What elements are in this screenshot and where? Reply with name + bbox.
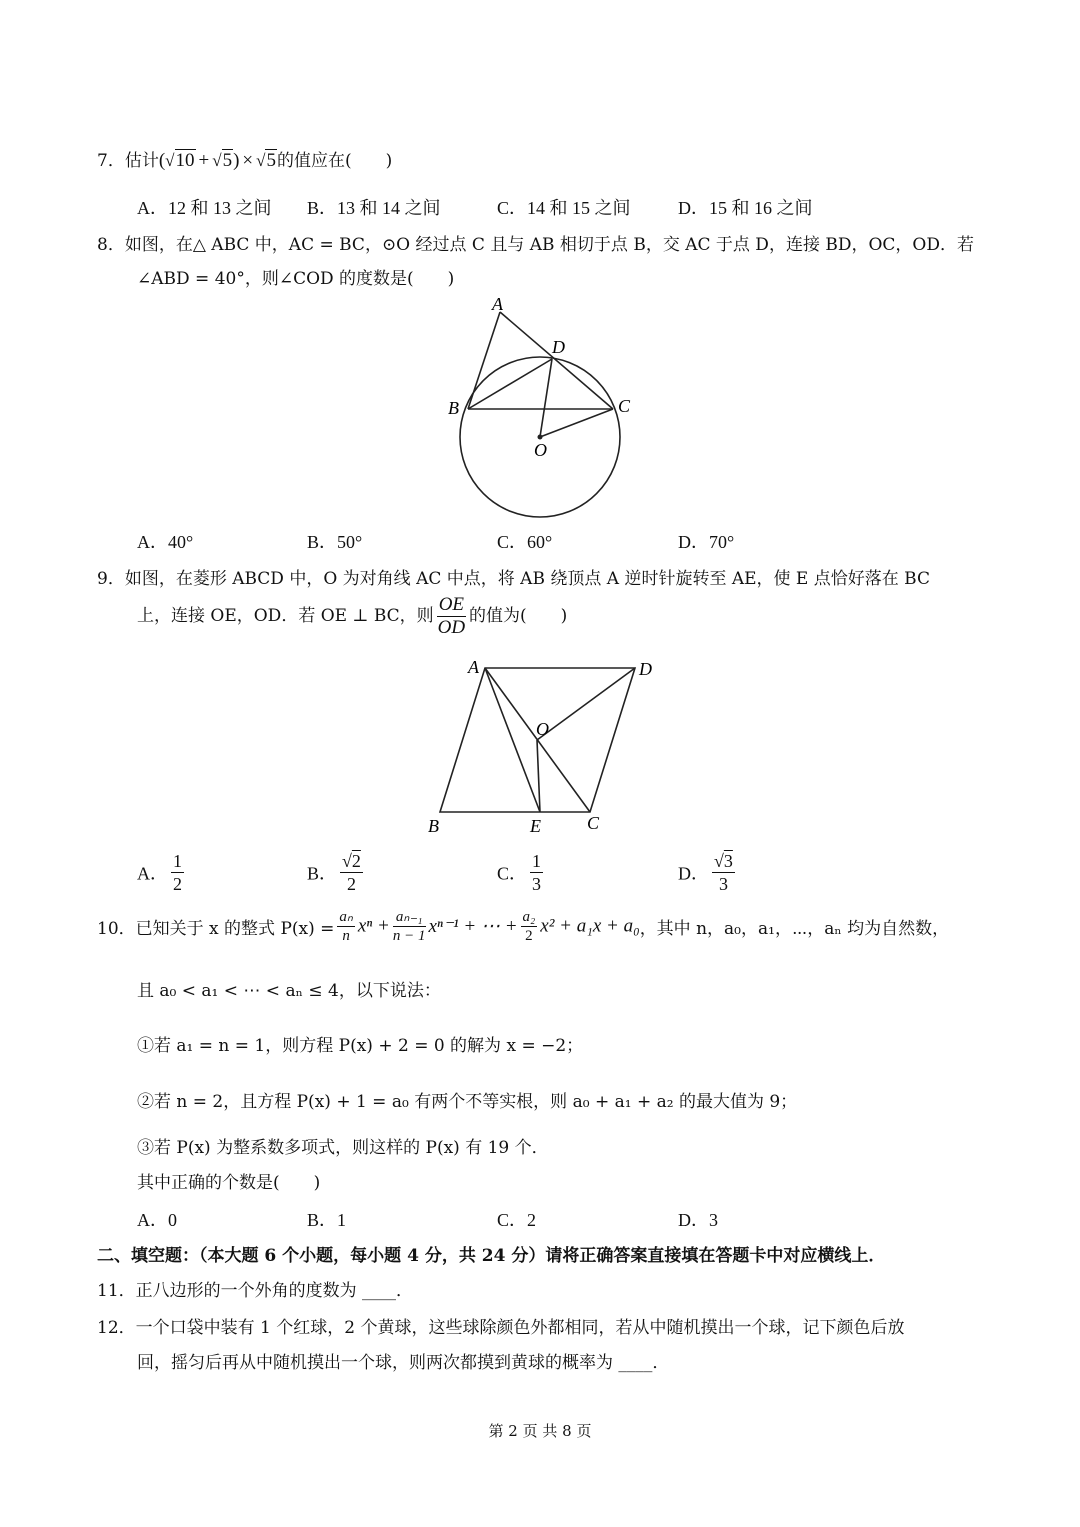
q8-option-b[interactable]: B．50° [307,532,363,552]
q9-line2 [137,594,567,639]
q7-stem [97,146,392,172]
q9-option-c-label: C． [497,863,528,884]
q9-option-b-label: B． [307,863,338,884]
q9-option-c-num [530,850,543,873]
q9-option-b-root: √ [342,851,352,871]
q9-option-d-num-val: 3 [723,851,733,871]
sqrt-5a: √5 [212,150,233,171]
q10-term3-num: a₂ [522,909,536,925]
q9-seg-oe [537,740,540,812]
q8-seg-ab [468,312,500,409]
q8-label-c: C [618,396,631,416]
q9-option-a-num-val: 1 [173,851,182,871]
q7-option-a[interactable]: A．12 和 13 之间 [137,198,272,218]
section2-heading: 二、填空题：（本大题 6 个小题，每小题 4 分，共 24 分）请将正确答案直接填在答题卡中对应横线上． [97,1246,886,1266]
q8-line1: 8．如图，在△ ABC 中，AC = BC，⊙O 经过点 C 且与 AB 相切于点 B，交 AC 于点 D，连接 BD，OC，OD．若 [97,235,974,255]
q8-point-o [538,435,543,440]
q10-stem-a: 已知关于 x 的整式 P(x) = [135,919,335,939]
q12-line1: 12．一个口袋中装有 1 个红球，2 个黄球，这些球除颜色外都相同，若从中随机摸出一个球，记下颜色后放 [97,1318,905,1338]
q8-option-d[interactable]: D．70° [678,532,735,552]
q10-term2-den: n − 1 [392,928,426,944]
q7-paren-close: ) [233,150,240,171]
q7-number: 7． [97,151,125,171]
q7-option-d[interactable]: D．15 和 16 之间 [678,198,813,218]
q9-option-b-num [340,850,363,873]
q9-option-a-num [171,850,184,873]
q9-label-e: E [530,816,541,836]
q9-option-d-num [712,850,735,873]
q9-label-d: D [639,659,652,679]
q9-option-c[interactable] [497,850,546,895]
q10-number: 10． [97,919,136,939]
q10-term3-den: 2 [525,928,533,944]
q9-option-d-frac [712,850,735,895]
q9-option-c-num-val: 1 [532,851,542,871]
q9-option-d-label: D． [678,863,709,884]
q9-figure [420,655,670,840]
q10-term1-den: n [342,928,350,944]
q7-stem-b: 的值应在( ) [276,151,393,171]
q7-times: × [242,150,254,171]
q10-term3-frac [521,908,538,945]
q9-label-o: O [536,719,549,739]
q10-stem-b: ，其中 n，a₀，a₁，⋯，aₙ 均为自然数， [639,919,950,939]
q9-option-b-num-val: 2 [351,851,361,871]
q10-line2: 且 a₀ < a₁ < ⋯ < aₙ ≤ 4，以下说法： [137,981,441,1001]
q8-seg-oc [540,409,613,437]
q9-option-c-frac [530,850,543,895]
q10-term3-rest: x² + a₁x + a₀ [540,915,640,937]
q10-option-a[interactable]: A．0 [137,1210,177,1230]
q8-option-c[interactable]: C．60° [497,532,553,552]
q7-option-b[interactable]: B．13 和 14 之间 [307,198,441,218]
q9-option-d[interactable] [678,850,738,895]
q7-plus: + [198,150,210,171]
q10-option-b[interactable]: B．1 [307,1210,347,1230]
q9-option-a-label: A． [137,863,168,884]
q8-seg-od [540,359,552,437]
q9-option-c-den: 3 [532,874,542,894]
q9-option-b-den: 2 [346,874,356,894]
q9-option-a[interactable] [137,850,187,895]
q9-fraction [437,594,466,639]
q9-frac-num: OE [438,594,465,615]
q9-line2-a: 上，连接 OE，OD．若 OE ⊥ BC，则 [137,606,434,626]
page-footer: 第 2 页 共 8 页 [488,1422,592,1440]
q10-option-d[interactable]: D．3 [678,1210,718,1230]
q8-figure [440,290,640,520]
q10-option-c[interactable]: C．2 [497,1210,537,1230]
q9-seg-od [537,668,635,740]
q9-option-d-root: √ [714,851,724,871]
q9-option-a-frac [171,850,184,895]
q11: 11．正八边形的一个外角的度数为 ____． [97,1281,414,1301]
q9-frac-den: OD [437,617,466,638]
q9-option-b[interactable] [307,850,366,895]
q10-statement-1: ①若 a₁ = n = 1，则方程 P(x) + 2 = 0 的解为 x = −2； [137,1036,584,1056]
q10-stem [97,908,949,945]
q9-option-a-den: 2 [173,874,182,894]
q8-label-d: D [552,337,565,357]
q10-statement-2: ②若 n = 2，且方程 P(x) + 1 = a₀ 有两个不等实根，则 a₀ + a₁ + a₂ 的最大值为 9； [137,1092,798,1112]
q9-label-b: B [428,816,439,836]
q8-label-a: A [492,294,503,314]
q9-line2-b: 的值为( ) [469,606,568,626]
q9-line1: 9．如图，在菱形 ABCD 中，O 为对角线 AC 中点，将 AB 绕顶点 A 逆时针旋转至 AE，使 E 点恰好落在 BC [97,569,930,589]
q10-term2-num: aₙ₋₁ [393,908,426,927]
sqrt-10: √10 [165,150,195,171]
q10-term1-frac [337,908,354,945]
q10-term1-pow: xⁿ + [357,915,390,937]
q10-term2-frac [393,908,426,945]
q8-label-o: O [534,440,547,460]
q10-ask: 其中正确的个数是( ) [137,1173,321,1193]
q8-label-b: B [448,398,459,418]
q9-seg-ae [485,668,540,812]
q10-term2-pow: xⁿ⁻¹ + ⋯ + [428,916,518,937]
q9-option-d-den: 3 [718,874,728,894]
q10-statement-3: ③若 P(x) 为整系数多项式，则这样的 P(x) 有 19 个． [137,1138,549,1158]
q9-label-a: A [468,657,479,677]
q7-option-c[interactable]: C．14 和 15 之间 [497,198,631,218]
sqrt-5b: √5 [256,150,276,171]
q9-option-b-frac [340,850,363,895]
q12-line2: 回，摇匀后再从中随机摸出一个球，则两次都摸到黄球的概率为 ____． [137,1353,670,1373]
q9-label-c: C [587,813,600,833]
q10-term1-num: aₙ [339,909,353,925]
q7-stem-a: 估计 [124,151,159,171]
q8-line2: ∠ABD = 40°，则∠COD 的度数是( ) [137,269,455,289]
q7-paren-open: ( [158,150,166,171]
q8-option-a[interactable]: A．40° [137,532,194,552]
